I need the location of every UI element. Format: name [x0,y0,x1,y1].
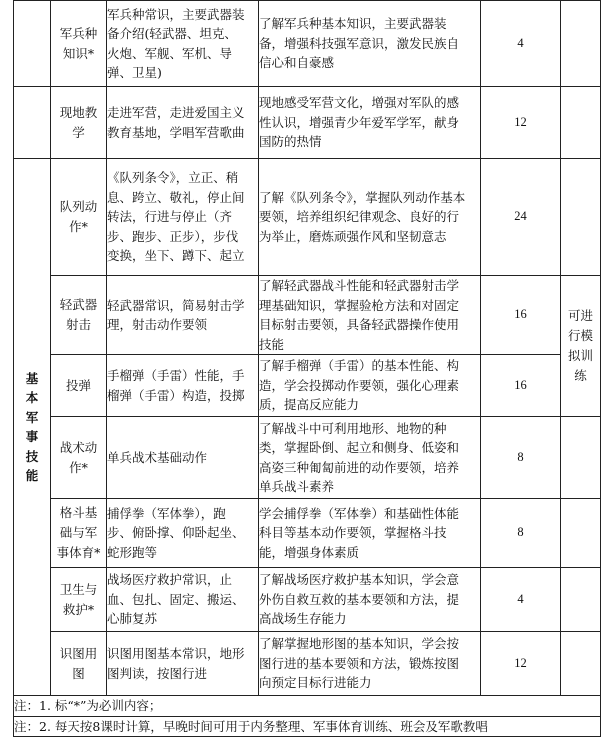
table-row [14,632,601,696]
subject-cell: 现地教学 [51,87,107,159]
content-cell: 捕俘拳（军体拳），跑步、俯卧撑、仰卧起坐、蛇形跑等 [107,499,259,568]
goal-cell: 了解《队列条令》，掌握队列动作基本要领，培养组织纪律观念、良好的行为举止，磨炼顽强作风和坚韧意志 [259,159,481,276]
subject-cell: 轻武器射击 [51,276,107,355]
table-row [14,1,601,87]
table-row [14,87,601,159]
hours-cell: 8 [481,417,561,499]
note-2: 注：2. 每天按8课时计算，早晚时间可用于内务整理、军事体育训练、班会及军歌教唱 [14,716,601,737]
content-cell: 战场医疗救护常识，止血、包扎、固定、搬运、心肺复苏 [107,568,259,632]
hours-cell: 4 [481,1,561,87]
remark-cell-empty [561,632,601,696]
curriculum-table [13,0,601,737]
goal-cell: 了解手榴弹（手雷）的基本性能、构造，学会投掷动作要领，强化心理素质，提高反应能力 [259,355,481,417]
subject-cell: 战术动作* [51,417,107,499]
content-cell: 手榴弹（手雷）性能，手榴弹（手雷）构造，投掷 [107,355,259,417]
category-cell: 基本军事技能 [14,159,51,696]
subject-cell: 卫生与救护* [51,568,107,632]
subject-cell: 队列动作* [51,159,107,276]
category-cell-empty [14,87,51,159]
goal-cell: 学会捕俘拳（军体拳）和基础性体能科目等基本动作要领，掌握格斗技能，增强身体素质 [259,499,481,568]
table-row [14,499,601,568]
hours-cell: 12 [481,632,561,696]
goal-cell: 了解军兵种基本知识，主要武器装备，增强科技强军意识，激发民族自信心和自豪感 [259,1,481,87]
table-row [14,355,601,417]
note-row [14,696,601,717]
subject-cell: 军兵种知识* [51,1,107,87]
content-cell: 轻武器常识，简易射击学理，射击动作要领 [107,276,259,355]
content-cell: 识图用图基本常识，地形图判读，按图行进 [107,632,259,696]
category-cell-empty [14,1,51,87]
goal-cell: 了解掌握地形图的基本知识，学会按图行进的基本要领和方法，锻炼按图向预定目标行进能力 [259,632,481,696]
content-cell: 单兵战术基础动作 [107,417,259,499]
remark-cell-empty [561,417,601,499]
remark-cell-empty [561,159,601,276]
goal-cell: 了解战斗中可利用地形、地物的种类，掌握卧倒、起立和侧身、低姿和高姿三种匍匐前进的动作要领，培养单兵战斗素养 [259,417,481,499]
remark-cell-empty [561,1,601,87]
remark-cell: 可进行模拟训练 [561,276,601,417]
note-row [14,716,601,737]
hours-cell: 12 [481,87,561,159]
subject-cell: 识图用图 [51,632,107,696]
content-cell: 《队列条令》，立正、稍息、跨立、敬礼，停止间转法，行进与停止（齐步、跑步、正步），步伐变换，坐下、蹲下、起立 [107,159,259,276]
hours-cell: 4 [481,568,561,632]
table-row [14,159,601,276]
hours-cell: 16 [481,355,561,417]
goal-cell: 了解战场医疗救护基本知识，学会意外伤自救互救的基本要领和方法，提高战场生存能力 [259,568,481,632]
hours-cell: 16 [481,276,561,355]
hours-cell: 8 [481,499,561,568]
subject-cell: 投弹 [51,355,107,417]
content-cell: 走进军营，走进爱国主义教育基地，学唱军营歌曲 [107,87,259,159]
table-row [14,276,601,355]
remark-cell-empty [561,87,601,159]
goal-cell: 了解轻武器战斗性能和轻武器射击学理基础知识，掌握验枪方法和对固定目标射击要领，具备轻武器操作使用技能 [259,276,481,355]
note-1: 注：1. 标“*”为必训内容； [14,696,601,717]
hours-cell: 24 [481,159,561,276]
content-cell: 军兵种常识，主要武器装备介绍(轻武器、坦克、火炮、军舰、军机、导弹、卫星) [107,1,259,87]
goal-cell: 现地感受军营文化，增强对军队的感性认识，增强青少年爱军学军，献身国防的热情 [259,87,481,159]
table-row [14,417,601,499]
remark-cell-empty [561,568,601,632]
remark-cell-empty [561,499,601,568]
subject-cell: 格斗基础与军事体育* [51,499,107,568]
table-row [14,568,601,632]
